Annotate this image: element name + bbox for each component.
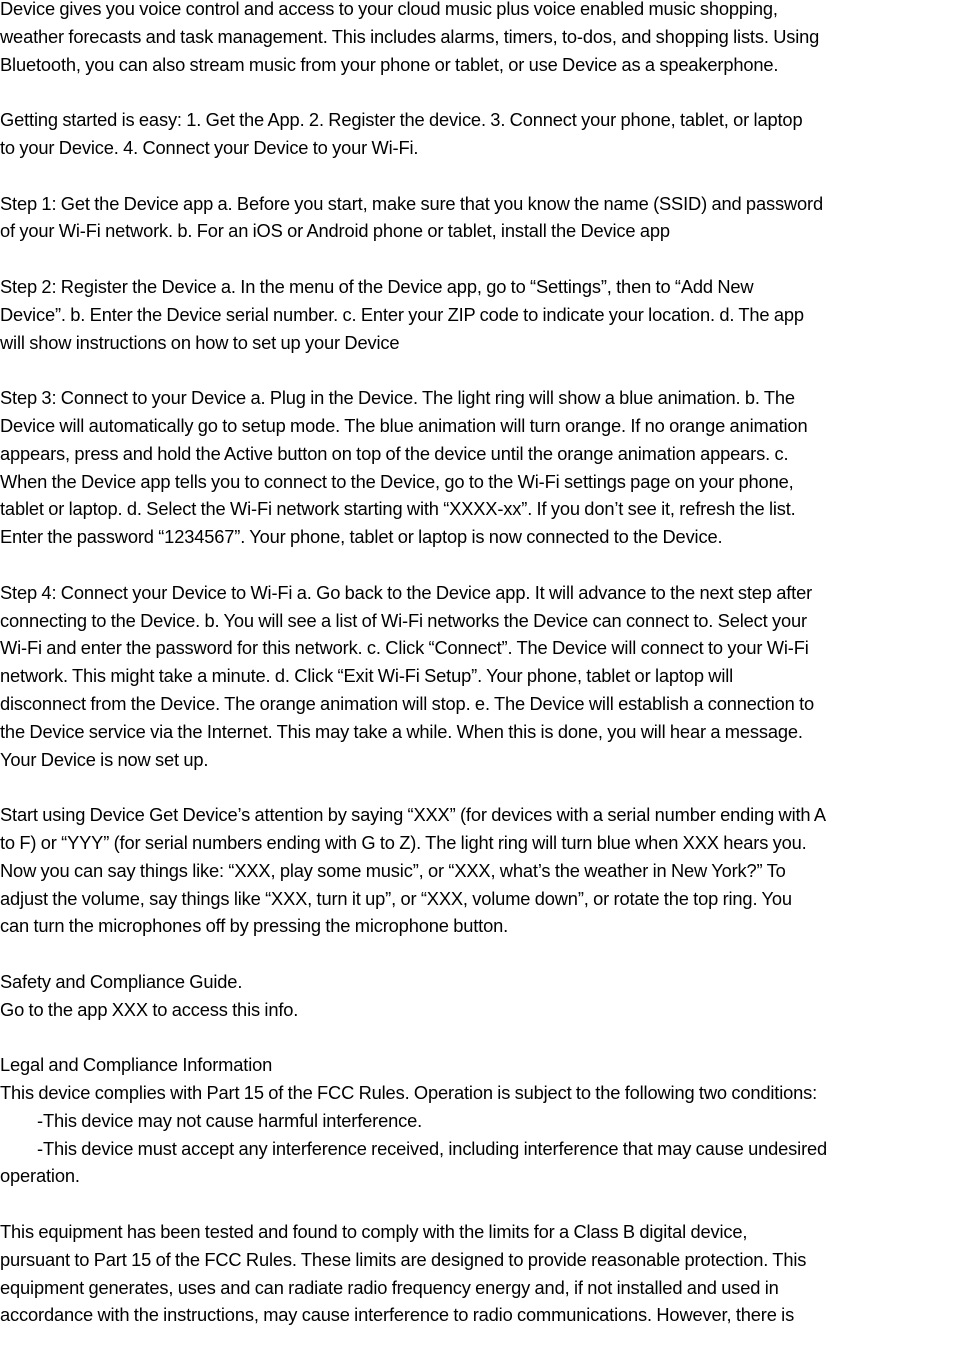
intro-line: weather forecasts and task management. This includes alarms, timers, to-dos, and shopping lists. Using [0, 25, 820, 47]
step4-line: Wi-Fi and enter the password for this network. c. Click “Connect”. The Device will connect to your Wi-Fi [0, 637, 809, 659]
legal-heading: Legal and Compliance Information [0, 1054, 273, 1076]
step1-line: of your Wi-Fi network. b. For an iOS or Android phone or tablet, install the Device app [0, 220, 670, 242]
getting-started-line: Getting started is easy: 1. Get the App. 2. Register the device. 3. Connect your phone, tablet, or laptop [0, 109, 803, 131]
safety-text: Go to the app XXX to access this info. [0, 998, 299, 1020]
legal-section [0, 1051, 974, 1190]
legal-condition-2-continued: operation. [0, 1165, 80, 1187]
step3-line: Device will automatically go to setup mode. The blue animation will turn orange. If no orange animation [0, 414, 808, 436]
intro-line: Bluetooth, you can also stream music from your phone or tablet, or use Device as a speakerphone. [0, 53, 779, 75]
equipment-paragraph [0, 1218, 974, 1329]
equipment-line: pursuant to Part 15 of the FCC Rules. These limits are designed to provide reasonable protection. This [0, 1248, 807, 1270]
equipment-line: equipment generates, uses and can radiate radio frequency energy and, if not installed and used in [0, 1276, 779, 1298]
start-using-line: Start using Device Get Device’s attention by saying “XXX” (for devices with a serial number ending with A [0, 804, 826, 826]
step2-line: will show instructions on how to set up your Device [0, 331, 400, 353]
equipment-line: accordance with the instructions, may cause interference to radio communications. However, there is [0, 1304, 795, 1326]
start-using-line: Now you can say things like: “XXX, play some music”, or “XXX, what’s the weather in New York?” To [0, 859, 786, 881]
step2-line: Device”. b. Enter the Device serial number. c. Enter your ZIP code to indicate your location. d. The app [0, 303, 804, 325]
getting-started-paragraph [0, 106, 974, 162]
legal-intro: This device complies with Part 15 of the FCC Rules. Operation is subject to the following two conditions: [0, 1082, 818, 1104]
step3-line: appears, press and hold the Active button on top of the device until the orange animation appears. c. [0, 442, 789, 464]
step4-line: connecting to the Device. b. You will see a list of Wi-Fi networks the Device can connect to. Select your [0, 609, 807, 631]
step4-line: disconnect from the Device. The orange animation will stop. e. The Device will establish a connection to [0, 692, 815, 714]
step4-line: Your Device is now set up. [0, 748, 209, 770]
intro-paragraph [0, 0, 974, 78]
step2-paragraph [0, 273, 974, 356]
getting-started-line: to your Device. 4. Connect your Device to your Wi-Fi. [0, 136, 419, 158]
legal-condition-1: -This device may not cause harmful interference. [37, 1109, 423, 1131]
start-using-line: adjust the volume, say things like “XXX, turn it up”, or “XXX, volume down”, or rotate the top ring. You [0, 887, 792, 909]
start-using-line: to F) or “YYY” (for serial numbers ending with G to Z). The light ring will turn blue when XXX hears you. [0, 831, 807, 853]
step4-paragraph [0, 579, 974, 774]
step4-line: Step 4: Connect your Device to Wi-Fi a. Go back to the Device app. It will advance to the next step after [0, 581, 813, 603]
start-using-line: can turn the microphones off by pressing the microphone button. [0, 915, 509, 937]
safety-section [0, 968, 974, 1024]
intro-line: Device gives you voice control and access to your cloud music plus voice enabled music shopping, [0, 0, 778, 19]
step3-line: When the Device app tells you to connect to the Device, go to the Wi-Fi settings page on your phone, [0, 470, 794, 492]
step3-line: Step 3: Connect to your Device a. Plug in the Device. The light ring will show a blue animation. b. The [0, 387, 795, 409]
step3-paragraph [0, 384, 974, 551]
step3-line: tablet or laptop. d. Select the Wi-Fi network starting with “XXXX-xx”. If you don’t see it, refresh the list. [0, 498, 796, 520]
safety-heading: Safety and Compliance Guide. [0, 970, 243, 992]
start-using-paragraph [0, 801, 974, 940]
step2-line: Step 2: Register the Device a. In the menu of the Device app, go to “Settings”, then to “Add New [0, 275, 754, 297]
legal-condition-2: -This device must accept any interference received, including interference that may cause undesired [37, 1137, 828, 1159]
step3-line: Enter the password “1234567”. Your phone, tablet or laptop is now connected to the Device. [0, 526, 723, 548]
step4-line: the Device service via the Internet. This may take a while. When this is done, you will hear a message. [0, 720, 803, 742]
step1-line: Step 1: Get the Device app a. Before you start, make sure that you know the name (SSID) and password [0, 192, 823, 214]
equipment-line: This equipment has been tested and found to comply with the limits for a Class B digital device, [0, 1221, 748, 1243]
step1-paragraph [0, 190, 974, 246]
step4-line: network. This might take a minute. d. Click “Exit Wi-Fi Setup”. Your phone, tablet or laptop will [0, 665, 734, 687]
